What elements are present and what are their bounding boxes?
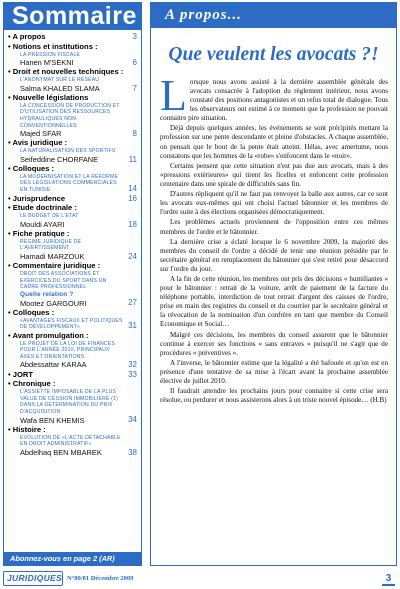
sommaire-panel (3, 2, 142, 566)
article-paragraph: La dernière crise a éclaté lorsque le 6 novembre 2009, la majorité des membres du conseil de l'ordre a décidé de tenir une réunion présidée par le secrétaire général en remplacement du bâtonnier qui s'est retiré pour désaccord sur l'ordre du jour. (160, 237, 388, 273)
toc-page-number: 8 (132, 128, 137, 138)
toc-article-title: LA MODERNISATION ET LA RÉFORME DES LÉGISLATIONS COMMERCIALES EN TUNISIE (20, 173, 119, 193)
table-of-contents (4, 30, 141, 457)
toc-entry[interactable] (8, 299, 139, 308)
toc-author: Majed SFAR (20, 129, 62, 139)
toc-section-label: • Fiche pratique : (8, 228, 70, 238)
toc-entry[interactable] (8, 291, 139, 299)
drop-cap: L (160, 71, 187, 120)
page-number: 3 (382, 571, 395, 586)
article-paragraph: D'autres répliquent qu'il ne faut pas renvoyer la balle aux autres, car ce sont les avocats eux-mêmes qui ont choisi l'actuel bâtonnier et les membres de l'ordre suite à des élections organisées démocratiquement. (160, 190, 388, 217)
sommaire-title: Sommaire (4, 3, 141, 30)
toc-entry[interactable] (8, 308, 139, 318)
toc-section-label: • Notions et institutions : (8, 41, 98, 51)
toc-page-number: 14 (128, 184, 137, 194)
toc-article-title: «AVANTAGES FISCAUX ET POLITIQUES DE DÉVELOPPEMENT» (20, 317, 123, 331)
article-paragraph (160, 71, 388, 123)
toc-article-title: LA CONCESSION DE PRODUCTION ET D'UTILISATION DES RESSOURCES HYDRAULIQUES NON CONVENTIONNELLES (20, 102, 120, 129)
toc-entry[interactable] (8, 370, 139, 380)
toc-section-label: • Commentaire juridique : (8, 261, 101, 271)
toc-author: Hanen M'SEKNI (20, 58, 74, 68)
toc-article-title: LE BUDGET DE L'ETAT (20, 213, 79, 220)
section-banner: A propos... (151, 3, 396, 28)
toc-entry[interactable] (8, 448, 139, 457)
toc-page-number: 6 (132, 57, 137, 67)
subscribe-banner[interactable]: Abonnez-vous en page 2 (AR) (4, 552, 141, 565)
article-paragraph: A l'inverse, le bâtonnier estime que la légalité a été bafouée et qu'on est en présence d'une tentative de sa mise à l'écart avant la prochaine assemblée élective de juillet 2010. (160, 358, 388, 385)
toc-entry[interactable] (8, 360, 139, 369)
toc-entry[interactable] (8, 425, 139, 435)
toc-page-number: 27 (128, 298, 137, 308)
toc-entry[interactable] (8, 213, 139, 220)
magazine-logo: JURIDIQUES (3, 571, 63, 586)
toc-entry[interactable] (8, 239, 139, 252)
toc-page-number: 3 (132, 32, 137, 42)
toc-section-label: • Histoire : (8, 424, 46, 434)
toc-article-title: EVOLUTION DE «L'ACTE DÉTACHABLE EN DROIT ADMINISTRATIF» (20, 434, 121, 448)
toc-entry[interactable] (8, 389, 139, 415)
toc-article-title: DROIT DES ASSOCIATIONS ET EXERCICES DU SPORT DANS UN CADRE PROFESSIONNEL (20, 270, 107, 291)
toc-author: Mouldi AYARI (20, 219, 65, 229)
toc-section-label: • Etude doctrinale : (8, 203, 77, 213)
toc-page-number: 32 (128, 360, 137, 370)
editorial-article (150, 2, 397, 566)
toc-section-label: • Colloques : (8, 163, 55, 173)
toc-page-number: 16 (128, 193, 137, 203)
toc-page-number: 18 (128, 219, 137, 229)
toc-page-number: 24 (128, 251, 137, 261)
toc-section-label: • Colloques : (8, 307, 55, 317)
toc-page-number: 34 (128, 415, 137, 425)
toc-section-label: • A propos (8, 32, 46, 41)
toc-entry[interactable] (8, 174, 139, 194)
toc-section-label: • Avant promulgation : (8, 330, 89, 340)
toc-article-title: LA NATURALISATION DES SPORTIFS (20, 148, 116, 155)
paragraph-text: orsque nous avons assisté à la dernière assemblée générale des avocats consacrée à l'adoption du règlement intérieur, nous avons constaté des positions antagonistes et un refus total de dialogue. Tous les observateurs ont estimé à ce moment que la profession ne pouvait connaitre pire situation. (160, 78, 388, 123)
toc-entry[interactable] (8, 129, 139, 138)
toc-entry[interactable] (8, 52, 139, 59)
toc-section-label: • JORT (8, 369, 34, 379)
toc-section-label: • Droit et nouvelles techniques : (8, 67, 124, 77)
toc-entry[interactable] (8, 203, 139, 213)
toc-article-title: RÉGIME JURIDIQUE DE L'AVERTISSEMENT (20, 238, 82, 252)
toc-entry[interactable] (8, 341, 139, 361)
toc-entry[interactable] (8, 435, 139, 448)
toc-article-title: L'ANONYMAT SUR LE RÉSEAU (20, 77, 100, 84)
toc-author: Salma KHALED SLAMA (20, 83, 100, 93)
toc-entry[interactable] (8, 138, 139, 148)
toc-entry[interactable] (8, 318, 139, 331)
toc-entry[interactable] (8, 194, 139, 204)
toc-entry[interactable] (8, 261, 139, 271)
toc-page-number: 11 (128, 154, 137, 164)
article-paragraph: A la fin de cette réunion, les membres ont pris des décisions « humiliantes » pour le bâtonnier : retrait de la voiture, arrêt de paiement de la facture du téléphone portable, interdiction de tout retrait d'argent des caisses de l'ordre, prise en main des registres du conseil et du courrier par le secrétaire général et la révocation de la nomination d'un confrère en tant que membre du Conseil Economique et Social… (160, 275, 388, 329)
toc-author: Hamadi MARZOUK (20, 251, 85, 261)
toc-page-number: 38 (128, 447, 137, 457)
toc-author: Abdelhaq BEN MBAREK (20, 447, 102, 457)
toc-entry[interactable] (8, 155, 139, 164)
toc-author: Seifeddine CHORFANE (20, 154, 99, 164)
toc-entry[interactable] (8, 42, 139, 52)
article-paragraph: Il faudrait attendre les prochains jours pour connaitre si cette crise sera résolue, ou perdurer et nous assisterons alors à un triste nouvel épisode… (H.B) (160, 387, 388, 405)
toc-entry[interactable] (8, 58, 139, 67)
toc-article-title: LE PROJET DE LA LOI DE FINANCES POUR L'ANNÉE 2010, PRINCIPAUX AXES ET ORIENTATIONS (20, 340, 115, 360)
toc-entry[interactable] (8, 379, 139, 389)
article-paragraph: Déjà depuis quelques années, les événements se sont précipités mettant la profession sur une pente descendante et pleine d'obstacles. A chaque assemblée, on pensait que le bout de la pente était atteint. Hélas, avec amertume, nous constatons que les hommes de la «robe» s'enfoncent dans le «noir». (160, 124, 388, 160)
article-paragraph: Les problèmes actuels proviennent de l'opposition entre ces mêmes membres de l'ordre et le bâtonnier. (160, 218, 388, 236)
issue-label: N°80/81 Décembre 2009 (67, 575, 134, 582)
toc-entry[interactable] (8, 331, 139, 341)
toc-section-label: • Nouvelle législations (8, 92, 89, 102)
toc-entry[interactable] (8, 148, 139, 155)
toc-author: Mootez GARGOURI (20, 298, 87, 308)
toc-entry[interactable] (8, 271, 139, 291)
toc-entry[interactable] (8, 416, 139, 425)
toc-page-number: 7 (132, 83, 137, 93)
toc-article-title: L'ASSIETTE IMPOSABLE DE LA PLUS VALUE DE CESSION IMMOBILIÈRE (1) DANS LA DÉTERMINATION DU PRIX D'ACQUISITION (20, 389, 119, 416)
toc-entry[interactable] (8, 93, 139, 103)
toc-entry[interactable] (8, 103, 139, 129)
toc-entry[interactable] (8, 84, 139, 93)
article-title: Que veulent les avocats ?! (168, 44, 379, 65)
toc-entry[interactable] (8, 220, 139, 229)
article-paragraph: Certains pensent que cette situation n'est pas due aux avocats, mais à des «pressions extérieures» qui tirent les ficelles et enfoncent cette profession centenaire dans une spirale de difficultés sans fin. (160, 161, 388, 188)
article-paragraph: Malgré ces décisions, les membres du conseil assurent que le bâtonnier continue à exercer ses fonctions « sans entraves » puisqu'il ne s'agit que de procédures « préventives ». (160, 330, 388, 357)
toc-page-number: 31 (128, 321, 137, 331)
page-footer (3, 570, 397, 588)
toc-entry[interactable] (8, 77, 139, 84)
toc-entry[interactable] (8, 32, 139, 42)
toc-page-number: 33 (128, 370, 137, 380)
toc-entry[interactable] (8, 67, 139, 77)
toc-author: Abdessattar KARAA (20, 360, 87, 370)
toc-entry[interactable] (8, 252, 139, 261)
toc-section-label: • Chronique : (8, 379, 56, 389)
toc-author: Wafa BEN KHEMIS (20, 415, 85, 425)
article-body (151, 71, 396, 405)
toc-section-label: • Jurisprudence (8, 193, 66, 203)
toc-article-title: Quelle relation ? (20, 290, 74, 298)
toc-entry[interactable] (8, 229, 139, 239)
toc-article-title: LA PRESSION FISCALE (20, 51, 81, 58)
toc-section-label: • Avis juridique : (8, 138, 68, 148)
toc-entry[interactable] (8, 164, 139, 174)
